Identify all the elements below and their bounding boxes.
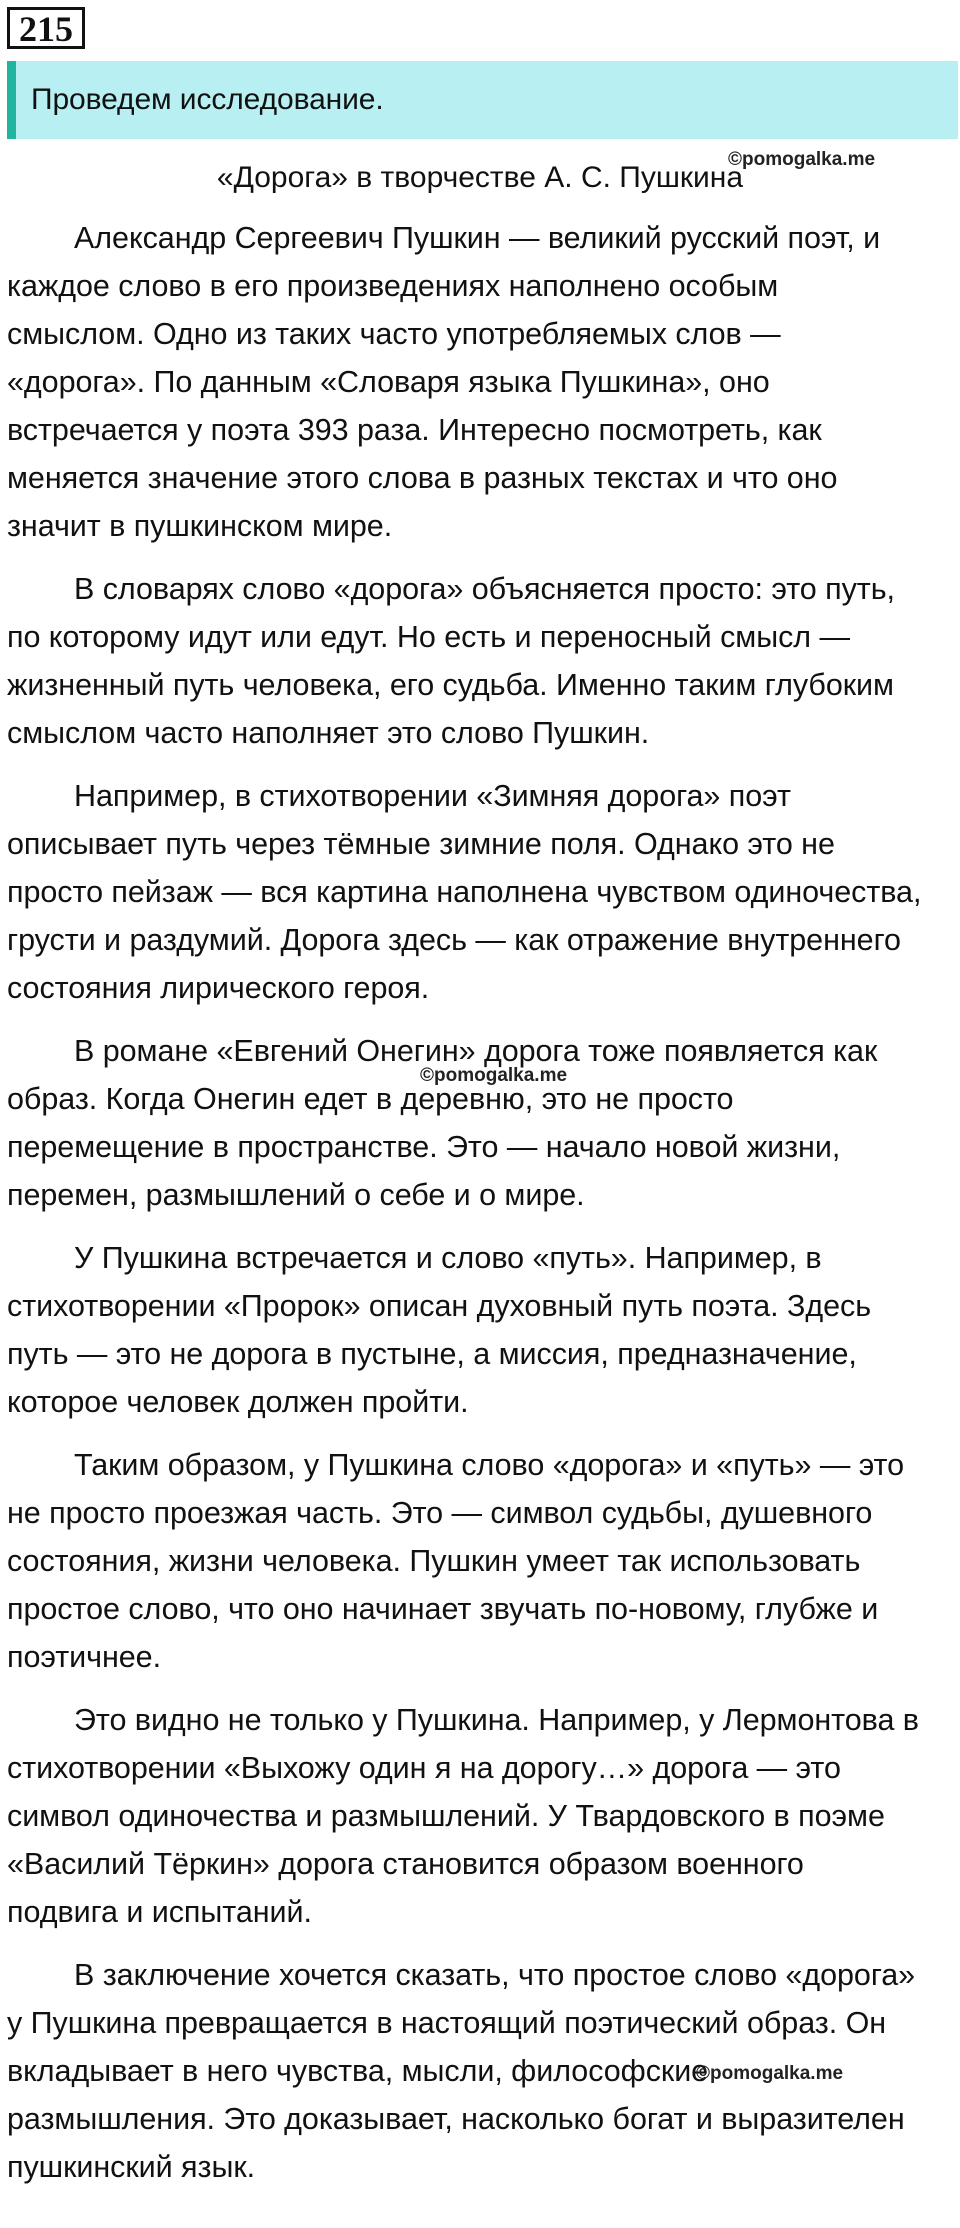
watermark: ©pomogalka.me <box>728 149 876 170</box>
essay-paragraph: В заключение хочется сказать, что простое слово «дорога» у Пушкина превращается в настоящий поэтический образ. Он вкладывает в него чувства, мысли, философские размышления. Это доказывает, насколько богат и выразителен пушкинский язык. <box>7 1958 916 2184</box>
watermark: ©pomogalka.me <box>420 1065 568 1086</box>
essay-paragraph: В романе «Евгений Онегин» дорога тоже появляется как образ. Когда Онегин едет в деревню, это не просто перемещение в пространстве. Это — начало новой жизни, перемен, размышлений о себе и о мире. <box>7 1034 878 1212</box>
essay-paragraph: В словарях слово «дорога» объясняется просто: это путь, по которому идут или едут. Но есть и переносный смысл — жизненный путь человека, его судьба. Именно таким глубоким смыслом часто наполняет это слово Пушкин. <box>7 572 895 750</box>
essay-paragraph: Таким образом, у Пушкина слово «дорога» и «путь» — это не просто проезжая часть. Это — символ судьбы, душевного состояния, жизни человека. Пушкин умеет так использовать простое слово, что оно начинает звучать по-новому, глубже и поэтичнее. <box>7 1448 905 1674</box>
task-instruction-banner <box>7 61 958 139</box>
task-instruction-text: Проведем исследование. <box>31 83 384 116</box>
watermark: ©pomogalka.me <box>696 2063 844 2084</box>
essay-paragraph: Александр Сергеевич Пушкин — великий русский поэт, и каждое слово в его произведениях наполнено особым смыслом. Одно из таких часто употребляемых слов — «дорога». По данным «Словаря языка Пушкина», оно встречается у поэта 393 раза. Интересно посмотреть, как меняется значение этого слова в разных текстах и что оно значит в пушкинском мире. <box>7 221 881 543</box>
essay-paragraph: Например, в стихотворении «Зимняя дорога» поэт описывает путь через тёмные зимние поля. Однако это не просто пейзаж — вся картина наполнена чувством одиночества, грусти и раздумий. Дорога здесь — как отражение внутреннего состояния лирического героя. <box>7 779 922 1005</box>
essay-paragraph: Это видно не только у Пушкина. Например, у Лермонтова в стихотворении «Выхожу один я на дорогу…» дорога — это символ одиночества и размышлений. У Твардовского в поэме «Василий Тёркин» дорога становится образом военного подвига и испытаний. <box>7 1703 919 1929</box>
essay-body <box>7 214 922 2206</box>
essay-paragraph: У Пушкина встречается и слово «путь». Например, в стихотворении «Пророк» описан духовный путь поэта. Здесь путь — это не дорога в пустыне, а миссия, предназначение, которое человек должен пройти. <box>7 1241 872 1419</box>
essay-title: «Дорога» в творчестве А. С. Пушкина <box>216 161 744 194</box>
task-number-badge: 215 <box>7 7 85 49</box>
